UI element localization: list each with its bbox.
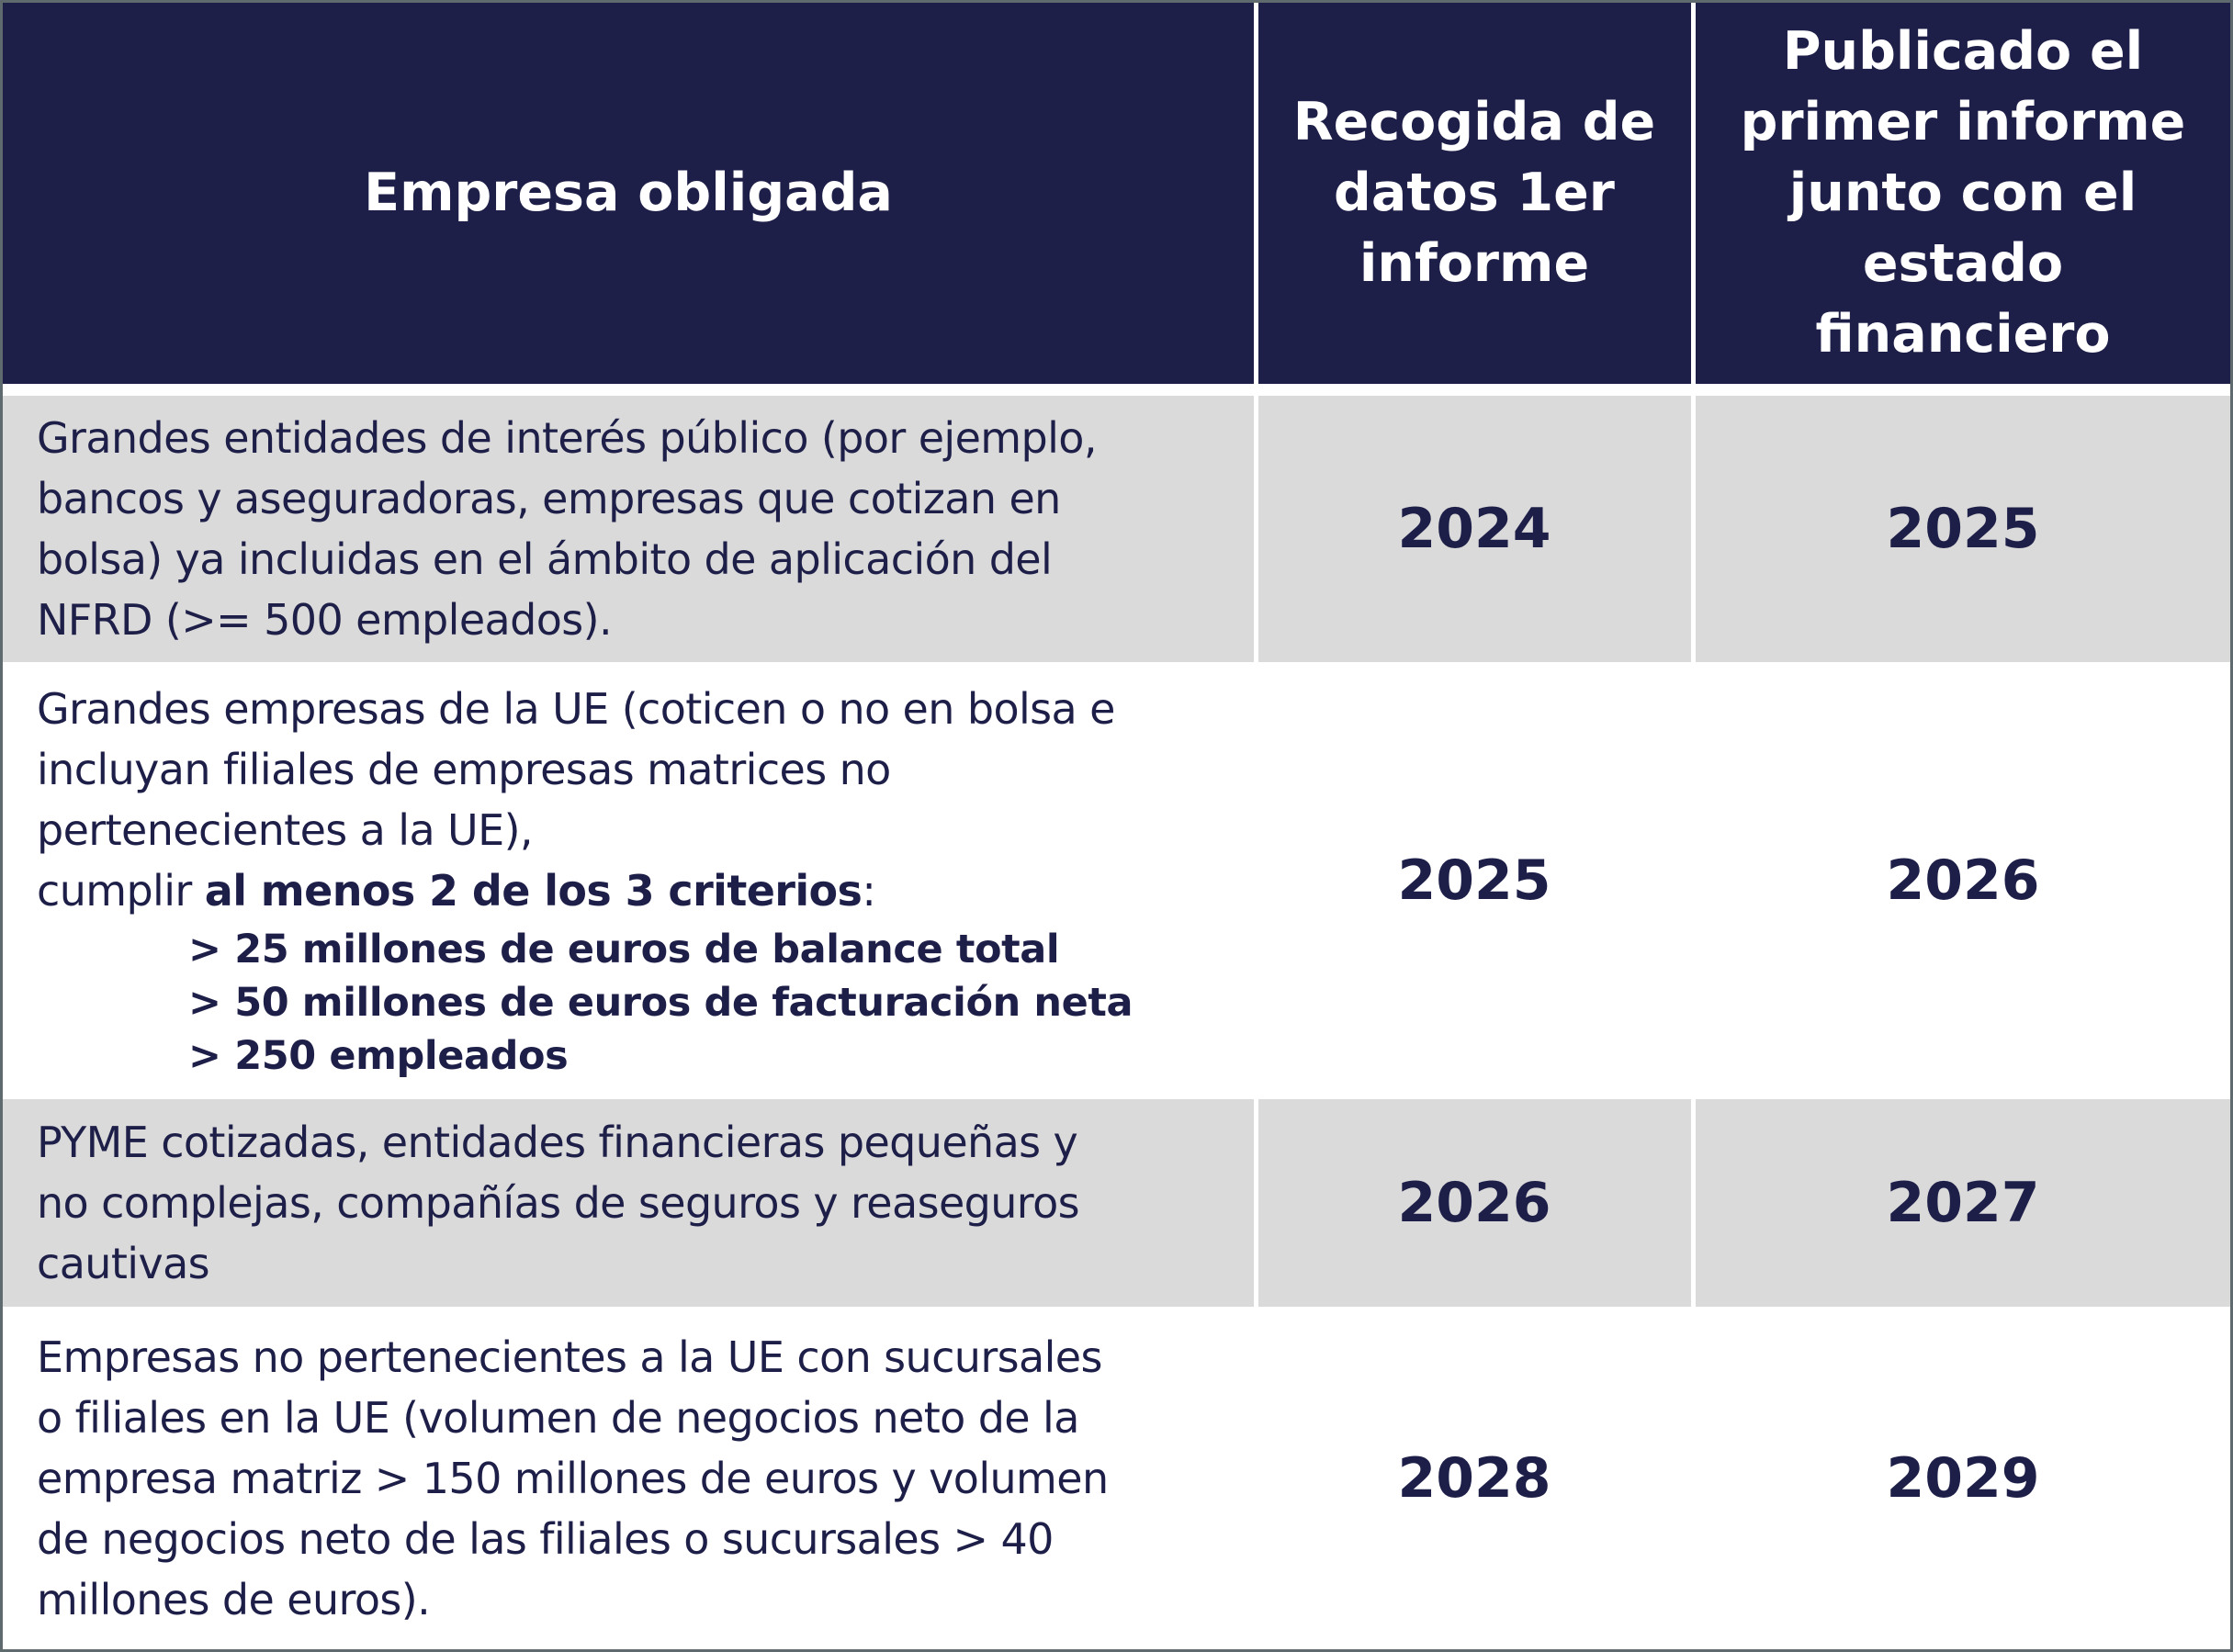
report-publication-year: 2025 xyxy=(1886,497,2040,561)
description-line: de negocios neto de las filiales o sucursales > 40 xyxy=(37,1513,1054,1564)
row-description xyxy=(3,396,1254,662)
description-line: empresa matriz > 150 millones de euros y volumen xyxy=(37,1453,1109,1503)
table-header xyxy=(3,3,2230,384)
row-description xyxy=(3,1099,1254,1307)
criteria-emphasis: al menos 2 de los 3 criterios xyxy=(204,866,863,916)
criteria-prefix: cumplir xyxy=(37,866,205,916)
header-label-recogida: Recogida de datos 1er informe xyxy=(1292,92,1656,294)
description-line: Grandes entidades de interés público (por ejemplo, xyxy=(37,413,1097,463)
column-divider xyxy=(1691,1307,1696,1649)
criteria-suffix: : xyxy=(862,866,876,916)
criteria-item: > 25 millones de euros de balance total xyxy=(188,927,1060,972)
column-divider xyxy=(1254,396,1258,662)
description-line: cautivas xyxy=(37,1239,210,1288)
data-collection-year: 2025 xyxy=(1397,848,1551,913)
criteria-intro xyxy=(37,860,1245,921)
description-line: millones de euros). xyxy=(37,1574,431,1624)
table-row xyxy=(3,662,2230,1099)
description-line: pertenecientes a la UE), xyxy=(37,805,533,855)
description-line: PYME cotizadas, entidades financieras pequeñas y xyxy=(37,1118,1078,1167)
column-divider xyxy=(1691,1099,1696,1307)
criteria-item: > 250 empleados xyxy=(188,1033,569,1079)
report-publication-year: 2029 xyxy=(1886,1445,2040,1511)
description-line: NFRD (>= 500 empleados). xyxy=(37,595,613,645)
header-cell-empresa xyxy=(3,3,1254,384)
header-cell-recogida xyxy=(1258,3,1690,384)
column-divider xyxy=(1254,1307,1258,1649)
table-row xyxy=(3,396,2230,662)
description-line: incluyan filiales de empresas matrices no xyxy=(37,745,891,794)
row-description xyxy=(3,1307,1254,1649)
column-divider xyxy=(1254,1099,1258,1307)
data-collection-year: 2024 xyxy=(1397,497,1551,561)
criteria-list xyxy=(37,923,1245,1083)
table-row xyxy=(3,1307,2230,1649)
report-publication-year: 2027 xyxy=(1886,1171,2040,1235)
description-line: o filiales en la UE (volumen de negocios neto de la xyxy=(37,1392,1079,1443)
description-line: Empresas no pertenecientes a la UE con sucursales xyxy=(37,1332,1102,1382)
description-line: Grandes empresas de la UE (coticen o no en bolsa e xyxy=(37,684,1115,734)
column-divider xyxy=(1254,662,1258,1099)
header-label-publicado: Publicado el primer informe junto con el estado financiero xyxy=(1740,21,2186,365)
column-divider xyxy=(1691,396,1696,662)
column-divider xyxy=(1691,662,1696,1099)
description-line: bolsa) ya incluidas en el ámbito de aplicación del xyxy=(37,534,1053,584)
row-description xyxy=(3,662,1254,1099)
header-cell-publicado xyxy=(1696,3,2230,384)
description-line: bancos y aseguradoras, empresas que cotizan en xyxy=(37,474,1061,523)
column-divider xyxy=(1691,3,1696,384)
column-divider xyxy=(1254,3,1258,384)
data-collection-year: 2028 xyxy=(1397,1445,1551,1511)
table-row xyxy=(3,1099,2230,1307)
criteria-item: > 50 millones de euros de facturación neta xyxy=(188,980,1133,1026)
report-publication-year: 2026 xyxy=(1886,848,2040,913)
description-line: no complejas, compañías de seguros y reaseguros xyxy=(37,1178,1080,1228)
header-label-empresa: Empresa obligada xyxy=(364,163,893,223)
data-collection-year: 2026 xyxy=(1397,1171,1551,1235)
